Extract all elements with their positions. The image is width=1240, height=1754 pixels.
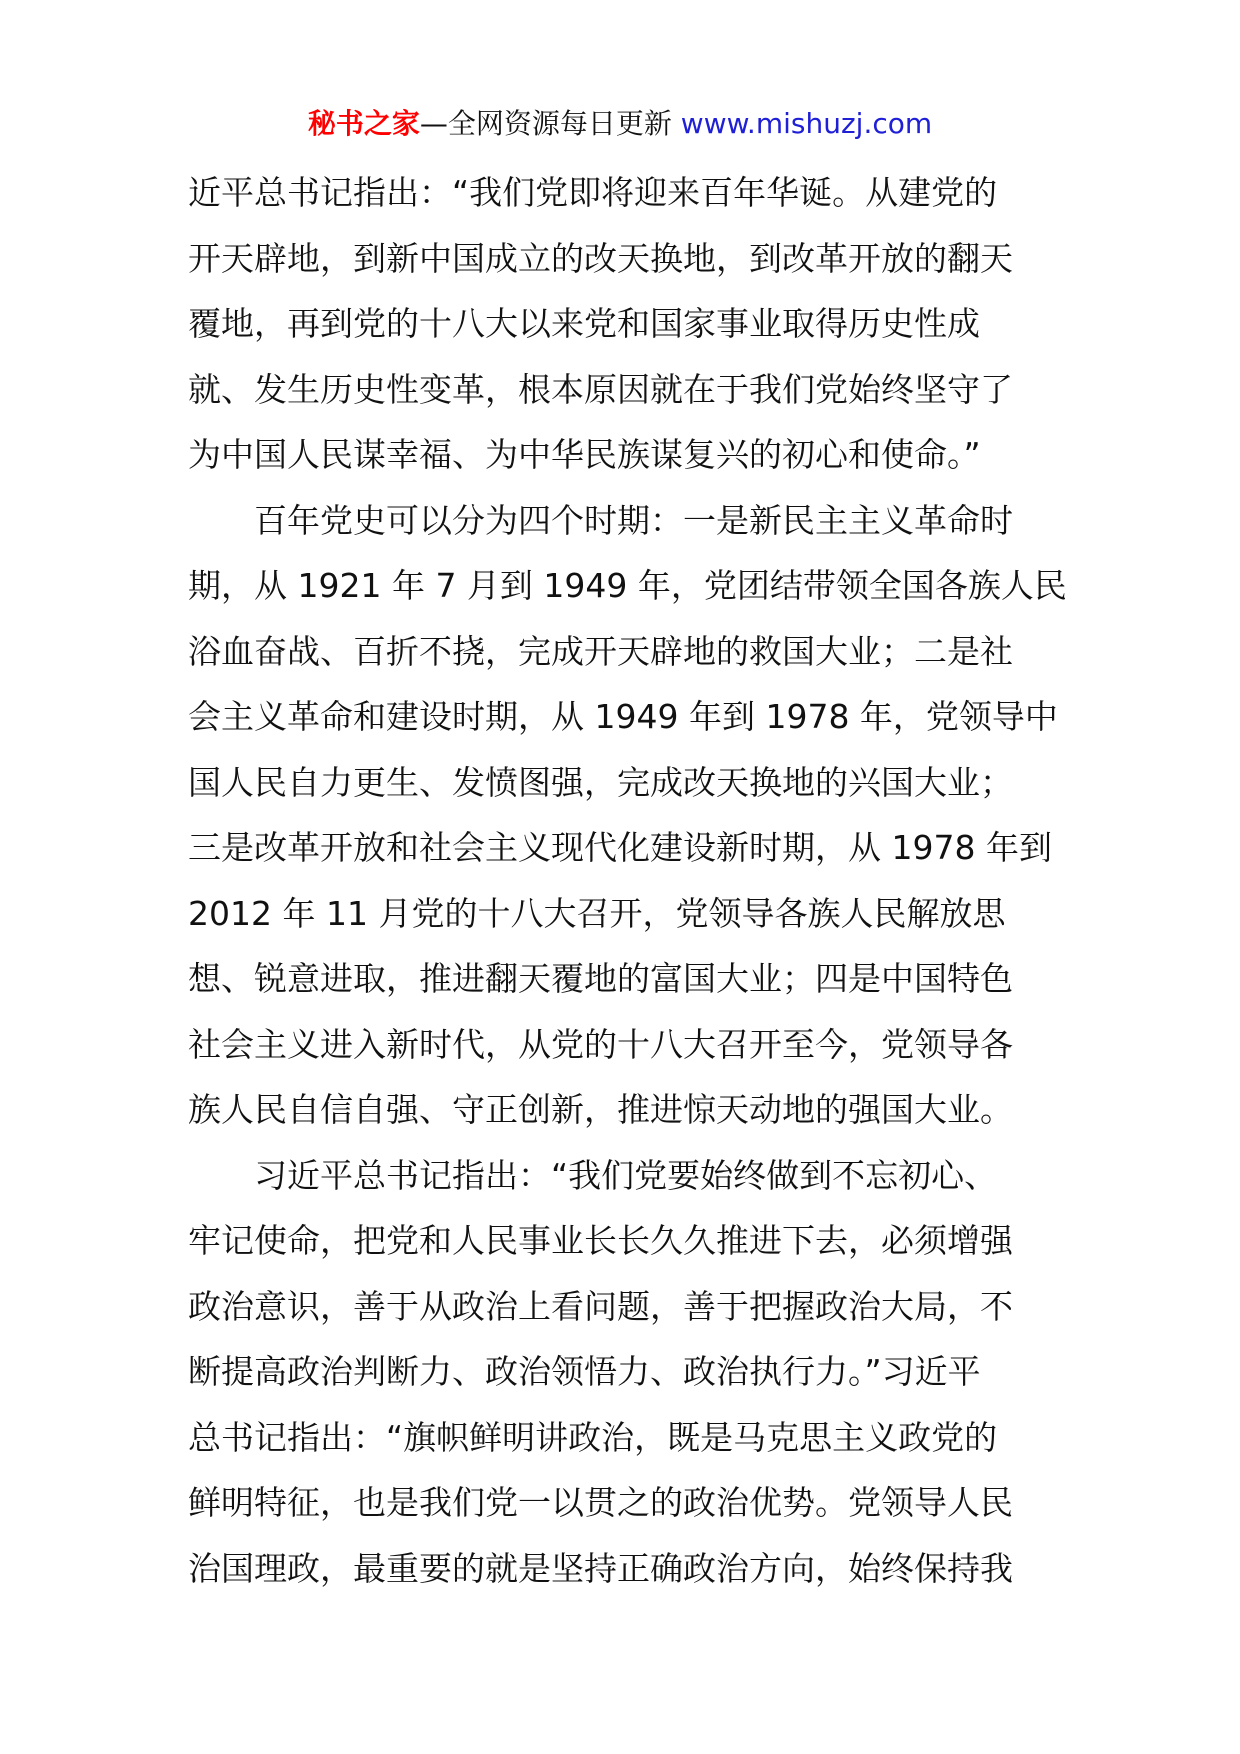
document-body (188, 160, 1067, 1601)
paragraph-3 (188, 1143, 1058, 1602)
site-url[interactable]: www.mishuzj.com (680, 107, 933, 140)
text-line: 为中国人民谋幸福、为中华民族谋复兴的初心和使命。” (188, 435, 981, 474)
text-line: 开天辟地，到新中国成立的改天换地，到改革开放的翻天 (188, 238, 1013, 278)
text-line: 会主义革命和建设时期，从 1949 年到 1978 年，党领导中 (188, 697, 1058, 736)
paragraph-1 (188, 160, 1058, 488)
paragraph-2 (188, 488, 1067, 1143)
text-line: 牢记使命，把党和人民事业长长久久推进下去，必须增强 (188, 1221, 1013, 1260)
text-line: 政治意识，善于从政治上看问题，善于把握政治大局，不 (188, 1286, 1013, 1326)
brand-name: 秘书之家 (307, 107, 420, 140)
text-line: 浴血奋战、百折不挠，完成开天辟地的救国大业；二是社 (188, 631, 1013, 671)
header-tagline: —全网资源每日更新 (419, 107, 672, 140)
text-line: 覆地，再到党的十八大以来党和国家事业取得历史性成 (188, 304, 980, 343)
text-line: 鲜明特征，也是我们党一以贯之的政治优势。党领导人民 (188, 1483, 1013, 1522)
text-line: 习近平总书记指出：“我们党要始终做到不忘初心、 (254, 1155, 998, 1195)
text-line: 想、锐意进取，推进翻天覆地的富国大业；四是中国特色 (188, 959, 1013, 998)
text-line: 治国理政，最重要的就是坚持正确政治方向，始终保持我 (188, 1548, 1013, 1588)
text-line: 就、发生历史性变革，根本原因就在于我们党始终坚守了 (188, 369, 1013, 409)
text-line: 期，从 1921 年 7 月到 1949 年，党团结带领全国各族人民 (188, 566, 1067, 605)
text-line: 断提高政治判断力、政治领悟力、政治执行力。”习近平 (188, 1352, 981, 1391)
text-line: 百年党史可以分为四个时期：一是新民主主义革命时 (254, 500, 1013, 540)
page-header (0, 104, 1240, 144)
text-line: 2012 年 11 月党的十八大召开，党领导各族人民解放思 (188, 893, 1006, 933)
text-line: 社会主义进入新时代，从党的十八大召开至今，党领导各 (188, 1024, 1013, 1064)
text-line: 总书记指出：“旗帜鲜明讲政治，既是马克思主义政党的 (188, 1417, 998, 1457)
text-line: 近平总书记指出：“我们党即将迎来百年华诞。从建党的 (188, 173, 998, 212)
text-line: 国人民自力更生、发愤图强，完成改天换地的兴国大业； (188, 762, 1013, 802)
text-line: 族人民自信自强、守正创新，推进惊天动地的强国大业。 (188, 1090, 1013, 1129)
text-line: 三是改革开放和社会主义现代化建设新时期，从 1978 年到 (188, 828, 1052, 867)
